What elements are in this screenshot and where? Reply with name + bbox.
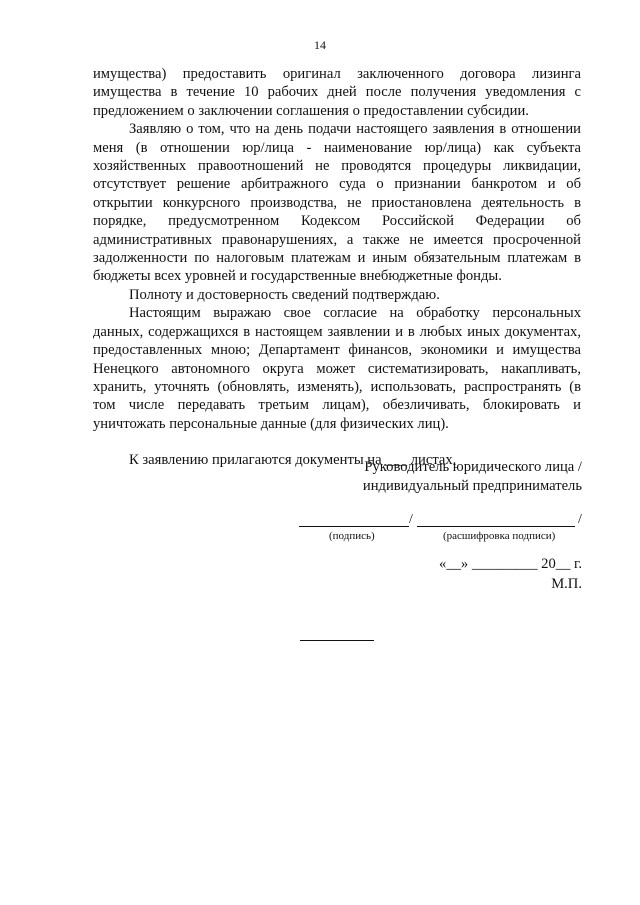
- paragraph-attachments: К заявлению прилагаются документы на ___ листах.: [129, 452, 457, 469]
- signature-line: [299, 526, 409, 527]
- signature-decode-caption: (расшифровка подписи): [443, 530, 556, 542]
- paragraph-confirmation: Полноту и достоверность сведений подтверждаю.: [129, 286, 440, 303]
- signer-title: [342, 458, 582, 496]
- signer-title-line-1: Руководитель юридического лица /: [364, 459, 582, 475]
- signature-caption: (подпись): [329, 530, 375, 542]
- footnote-rule: [300, 640, 374, 641]
- signature-decode-slash: /: [578, 512, 582, 527]
- paragraph-personal-data-consent: Настоящим выражаю свое согласие на обработку персональных данных, содержащихся в настоящем заявлении и в любых иных документах, предоставленных мною; Департамент финансов, экономики и имущества Ненецкого автономного округа может систематизировать, накапливать, хранить, уточнять (обновлять, изменять), использовать, распространять (в том числе передавать третьим лицам), обезличивать, блокировать и уничтожать персональные данные (для физических лиц).: [93, 305, 581, 432]
- signature-block: [299, 512, 584, 552]
- date-line: «__» _________ 20__ г.: [439, 556, 582, 572]
- paragraph-declaration: Заявляю о том, что на день подачи настоящего заявления в отношении меня (в отношении юр/лица - наименование юр/лица) как субъекта хозяйственных правоотношений не проводятся процедуры ликвидации, отсутствует решение арбитражного суда о признании банкротом и об открытии конкурсного производства, не приостановлена деятельность в порядке, предусмотренном Кодексом Российской Федерации об административных правонарушениях, а также не имеется просроченной задолженности по налоговым платежам и иным обязательным платежам в бюджеты всех уровней и государственные внебюджетные фонды.: [93, 121, 581, 285]
- seal-placeholder: М.П.: [551, 576, 582, 592]
- signer-title-line-2: индивидуальный предприниматель: [362, 478, 582, 494]
- paragraph-lease-original: имущества) предоставить оригинал заключенного договора лизинга имущества в течение 10 рабочих дней после получения уведомления с предложением о заключении соглашения о предоставлении субсидии.: [93, 66, 581, 119]
- signature-decode-line: [417, 526, 575, 527]
- signature-slash: /: [409, 512, 413, 527]
- body-text: [93, 65, 581, 470]
- page-number: 14: [314, 38, 326, 52]
